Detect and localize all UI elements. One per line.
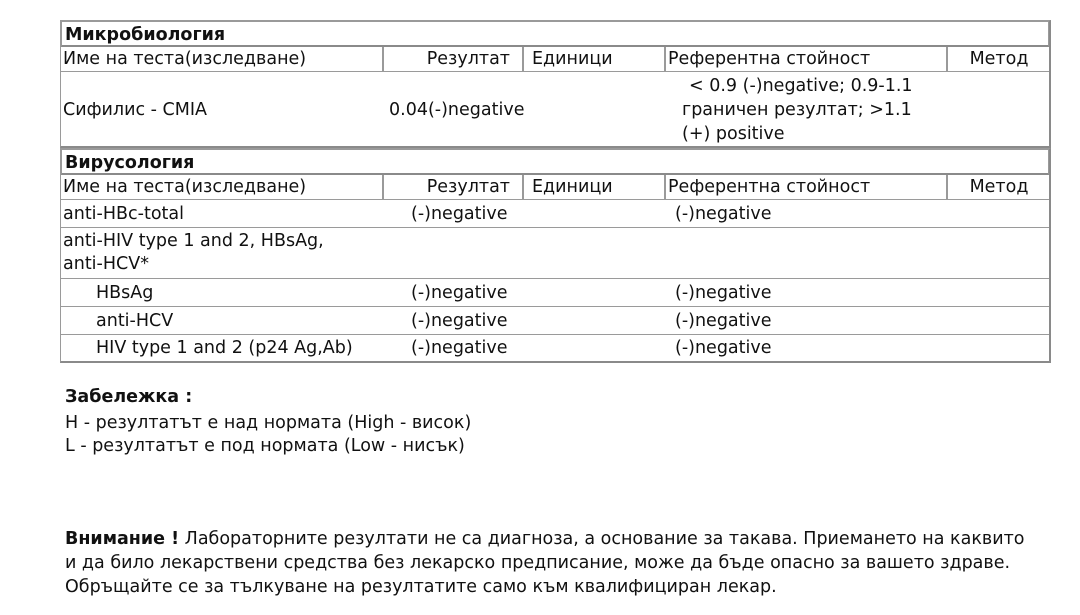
warning-label: Внимание ! <box>65 529 180 549</box>
reference-value: (-)negative <box>675 338 772 358</box>
note-title: Забележка : <box>65 387 193 407</box>
test-name: anti-HCV <box>96 311 174 331</box>
note-line: H - резултатът е над нормата (High - висок) <box>65 413 472 433</box>
column-header-row <box>61 175 1049 200</box>
test-result: (-)negative <box>411 283 508 303</box>
test-name: anti-HBc-total <box>63 204 184 224</box>
table-row <box>61 307 1049 335</box>
reference-value: (-)negative <box>675 283 772 303</box>
table-row <box>61 201 1049 228</box>
column-header-reference: Референтна стойност <box>665 47 947 71</box>
column-header-method: Метод <box>947 47 1050 71</box>
warning-paragraph <box>65 527 1025 599</box>
microbiology-table <box>60 20 1051 148</box>
column-header-units: Единици <box>523 175 665 199</box>
virology-table <box>60 148 1051 363</box>
reference-value: (-)negative <box>675 311 772 331</box>
column-header-name: Име на теста(изследване) <box>61 47 383 71</box>
section-title: Вирусология <box>65 153 195 173</box>
warning-text: Лабораторните резултати не са диагноза, а основание за такава. Приемането на каквито и да било лекарствени средства без лекарско предписание, може да бъде опасно за вашето здраве. Обръщайте се за тълкуване на резултатите само към квалифициран лекар. <box>65 529 1025 597</box>
table-row <box>61 73 1049 147</box>
reference-value-line: < 0.9 (-)negative; 0.9-1.1 <box>689 76 913 96</box>
test-group-name-line: anti-HIV type 1 and 2, HBsAg, <box>63 231 324 251</box>
column-header-name: Име на теста(изследване) <box>61 175 383 199</box>
reference-value-line: граничен резултат; >1.1 <box>682 100 912 120</box>
table-row <box>61 228 1049 279</box>
test-result: (-)negative <box>411 204 508 224</box>
column-header-row <box>61 47 1049 72</box>
section-header <box>61 149 1049 175</box>
test-group-name-line: anti-HCV* <box>63 254 149 274</box>
column-header-result: Резултат <box>383 47 523 71</box>
reference-value-line: (+) positive <box>682 124 785 144</box>
table-row <box>61 335 1049 362</box>
column-header-reference: Референтна стойност <box>665 175 947 199</box>
section-header <box>61 21 1049 47</box>
reference-value: (-)negative <box>675 204 772 224</box>
test-name: HBsAg <box>96 283 154 303</box>
column-header-method: Метод <box>947 175 1050 199</box>
column-header-units: Единици <box>523 47 665 71</box>
section-title: Микробиология <box>65 25 226 45</box>
test-name: HIV type 1 and 2 (p24 Ag,Ab) <box>96 338 353 358</box>
test-result: 0.04(-)negative <box>389 100 525 120</box>
table-row <box>61 279 1049 307</box>
test-name: Сифилис - CMIA <box>63 100 207 120</box>
test-result: (-)negative <box>411 311 508 331</box>
column-header-result: Резултат <box>383 175 523 199</box>
test-result: (-)negative <box>411 338 508 358</box>
note-line: L - резултатът е под нормата (Low - нисък) <box>65 436 465 456</box>
